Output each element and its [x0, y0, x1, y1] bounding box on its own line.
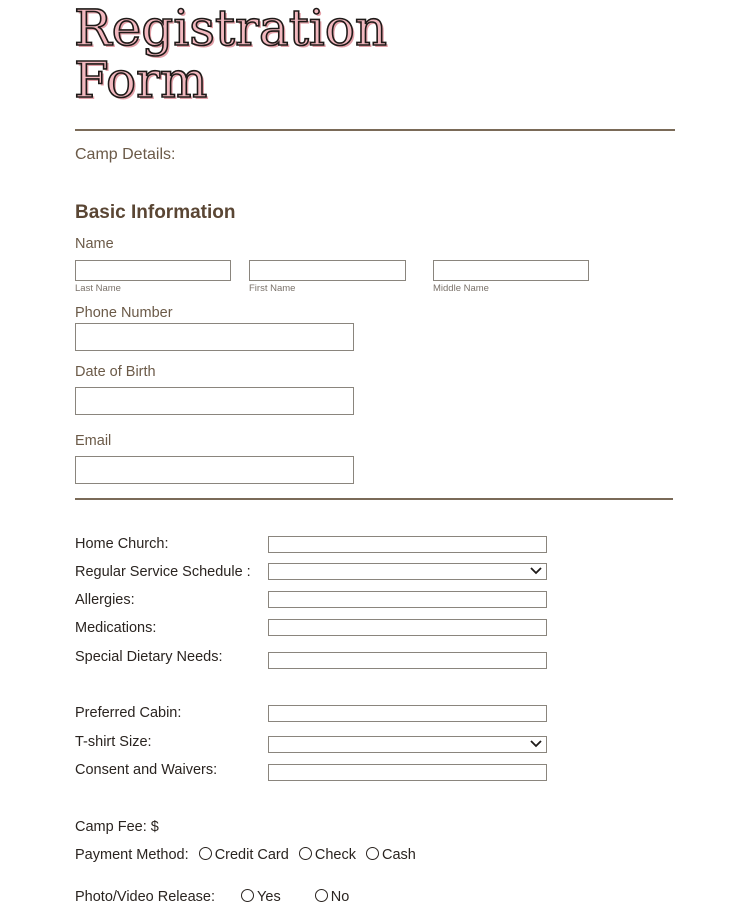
radio-cash[interactable]: Cash	[366, 847, 416, 863]
name-label: Name	[75, 236, 114, 252]
allergies-label: Allergies:	[75, 592, 135, 608]
first-name-sublabel: First Name	[249, 283, 296, 294]
preferred-cabin-input[interactable]	[268, 705, 547, 722]
radio-circle-icon	[315, 889, 328, 902]
medications-input[interactable]	[268, 619, 547, 636]
last-name-input[interactable]	[75, 260, 231, 281]
phone-number-label: Phone Number	[75, 305, 173, 321]
consent-waivers-input[interactable]	[268, 764, 547, 781]
section-heading-basic-information: Basic Information	[75, 202, 236, 223]
middle-name-input[interactable]	[433, 260, 589, 281]
divider-middle	[75, 498, 673, 500]
dietary-needs-input[interactable]	[268, 652, 547, 669]
payment-method-row	[75, 847, 416, 863]
last-name-sublabel: Last Name	[75, 283, 121, 294]
camp-details-label: Camp Details:	[75, 146, 176, 163]
allergies-input[interactable]	[268, 591, 547, 608]
radio-check[interactable]: Check	[299, 847, 356, 863]
payment-method-label: Payment Method:	[75, 847, 189, 863]
medications-label: Medications:	[75, 620, 157, 636]
date-of-birth-label: Date of Birth	[75, 364, 156, 380]
title-line-1: Registration	[74, 0, 388, 57]
title-line-2: Form	[74, 51, 208, 109]
radio-circle-icon	[241, 889, 254, 902]
form-title	[74, 0, 388, 109]
radio-circle-icon	[366, 847, 379, 860]
email-label: Email	[75, 433, 112, 449]
service-schedule-label: Regular Service Schedule :	[75, 564, 251, 580]
first-name-input[interactable]	[249, 260, 406, 281]
dietary-needs-label: Special Dietary Needs:	[75, 649, 223, 665]
email-input[interactable]	[75, 456, 354, 484]
camp-fee-label: Camp Fee: $	[75, 819, 159, 835]
phone-number-input[interactable]	[75, 323, 354, 351]
divider-top	[75, 129, 675, 131]
home-church-input[interactable]	[268, 536, 547, 553]
radio-release-yes[interactable]: Yes	[241, 889, 281, 905]
radio-circle-icon	[299, 847, 312, 860]
preferred-cabin-label: Preferred Cabin:	[75, 705, 182, 721]
chevron-down-icon	[529, 564, 543, 577]
home-church-label: Home Church:	[75, 536, 169, 552]
date-of-birth-input[interactable]	[75, 387, 354, 415]
tshirt-size-select[interactable]	[268, 736, 547, 753]
tshirt-size-label: T-shirt Size:	[75, 734, 152, 750]
chevron-down-icon	[529, 737, 543, 750]
photo-release-row	[75, 889, 349, 905]
radio-circle-icon	[199, 847, 212, 860]
consent-waivers-label: Consent and Waivers:	[75, 762, 218, 778]
middle-name-sublabel: Middle Name	[433, 283, 489, 294]
radio-credit-card[interactable]: Credit Card	[199, 847, 289, 863]
photo-release-label: Photo/Video Release:	[75, 889, 216, 905]
service-schedule-select[interactable]	[268, 563, 547, 580]
radio-release-no[interactable]: No	[315, 889, 350, 905]
